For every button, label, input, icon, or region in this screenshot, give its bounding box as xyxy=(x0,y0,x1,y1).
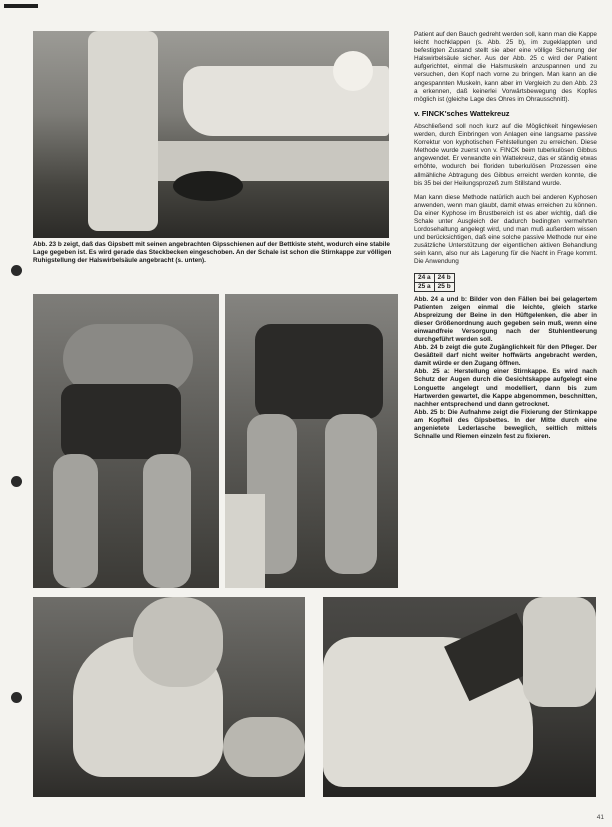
page-number: 41 xyxy=(596,814,604,821)
body-paragraph-2: Man kann diese Methode natürlich auch bei anderen Kyphosen anwenden, wenn man glaubt, damit etwas erreichen zu können. Da einer Kyphose im Brustbereich ist es aber wichtig, daß die Schale unter Ausgleich der dadurch bedingten vermehrten Lordosehaltung angelegt wird, und man muß außerdem wissen und berücksichtigen, daß eine solche passive Methode nur eine zusätzliche Unterstützung der eigentlichen aktiven Behandlung sein kann, also nur als Lagerung für die Nacht in Frage kommt. Die Anwendung xyxy=(414,193,597,266)
fig-key-25b: 25 b xyxy=(434,282,454,291)
corner-crop-mark xyxy=(4,4,38,8)
figure-key-table xyxy=(414,273,455,292)
photo-23b-gipsbett xyxy=(33,31,389,238)
caption-24b: Abb. 24 b zeigt die gute Zugänglichkeit für den Pfleger. Der Gesäßteil darf nicht weiter hoffwärts angebracht werden, damit würde er den Zugang öffnen. xyxy=(414,344,597,368)
fig-key-25a: 25 a xyxy=(415,282,435,291)
caption-24: Abb. 24 a und b: Bilder von den Fällen bei bei gelagertem Patienten zeigen einmal die leichte, gleich starke Abspreizung der Beine in den Hüftgelenken, die aber in dieser Größenordnung auch gegeben sein muß, wenn eine einwandfreie Versorgung nach der Stuhlentleerung durchgeführt werden soll. xyxy=(414,295,597,343)
caption-23b xyxy=(33,241,393,265)
caption-25a: Abb. 25 a: Herstellung einer Stirnkappe. Es wird nach Schutz der Augen durch die Gesichtskappe aufgelegt eine Longuette angelegt und modelliert, dann bis zum Hartwerden gewartet, die Kappe abgenommen, beschnitten, nachher entsprechend und dann getrocknet. xyxy=(414,368,597,408)
photo-24a-lagerung xyxy=(33,294,219,588)
caption-25b: Abb. 25 b: Die Aufnahme zeigt die Fixierung der Stirnkappe am Kopfteil des Gipsbettes. In der Mitte durch eine angenietete Lederlasche beweglich, seitlich mittels Schnalle und Riemen einzeln fest zu fixieren. xyxy=(414,408,597,441)
caption-23b-text: zeigt, daß das Gipsbett mit seinen angebrachten Gipsschienen auf der Bettkiste steht, wodurch eine stabile Lage gegeben ist. Es wird gerade das Steckbecken eingeschoben. An der Schale ist schon die Stirnkappe zur völligen Ruhigstellung der Halswirbelsäule angebracht (s. unten). xyxy=(33,241,392,264)
text-column xyxy=(414,31,597,441)
photo-25b-fixierung xyxy=(323,597,596,797)
photo-25a-stirnkappe xyxy=(33,597,305,797)
binder-hole-top xyxy=(11,265,22,276)
body-paragraph-1: Abschließend soll noch kurz auf die Möglichkeit hingewiesen werden, durch Einbringen von Anlagen eine langsame passive Korrektur von kyphotischen Fehlstellungen zu erreichen. Diese Methode wurde zuerst von v. FINCK beim tuberkulösen Gibbus angewendet. Er verwandte ein Wattekreuz, das er ständig etwas erhöhte, wodurch bei floriden tuberkulösen Prozessen eine allmähliche Abtragung des Gibbus erreicht werden konnte, die bis 35 bei der Heilungsprozeß zum Stillstand wurde. xyxy=(414,122,597,187)
caption-23b-label: Abb. 23 b xyxy=(33,241,62,248)
fig-key-24a: 24 a xyxy=(415,273,435,282)
section-heading: v. FINCK'sches Wattekreuz xyxy=(414,108,510,118)
photo-24b-zugaenglichkeit xyxy=(225,294,398,588)
binder-hole-bottom xyxy=(11,692,22,703)
binder-hole-middle xyxy=(11,476,22,487)
intro-paragraph: Patient auf den Bauch gedreht werden soll, kann man die Kappe leicht hochklappen (s. Abb. 25 b), im zugeklappten und befestigten Zustand stellt sie aber eine völlige Sicherung der Halswirbelsäule sicher. Aus der Abb. 25 c wird der Patient aufgerichtet, einmal die Halsmuskeln anzuspannen und zu versuchen, den Kopf nach vorne zu bringen. Man kann an die angespannten Muskeln, kann aber im Vergleich zu den Abb. 23 a erkennen, daß keinerlei Vorwärtsbewegung des Kopfes möglich ist (gleiche Lage des Ohres im Ohrausschnitt). xyxy=(414,31,597,103)
figure-captions xyxy=(414,296,597,442)
fig-key-24b: 24 b xyxy=(434,273,454,282)
